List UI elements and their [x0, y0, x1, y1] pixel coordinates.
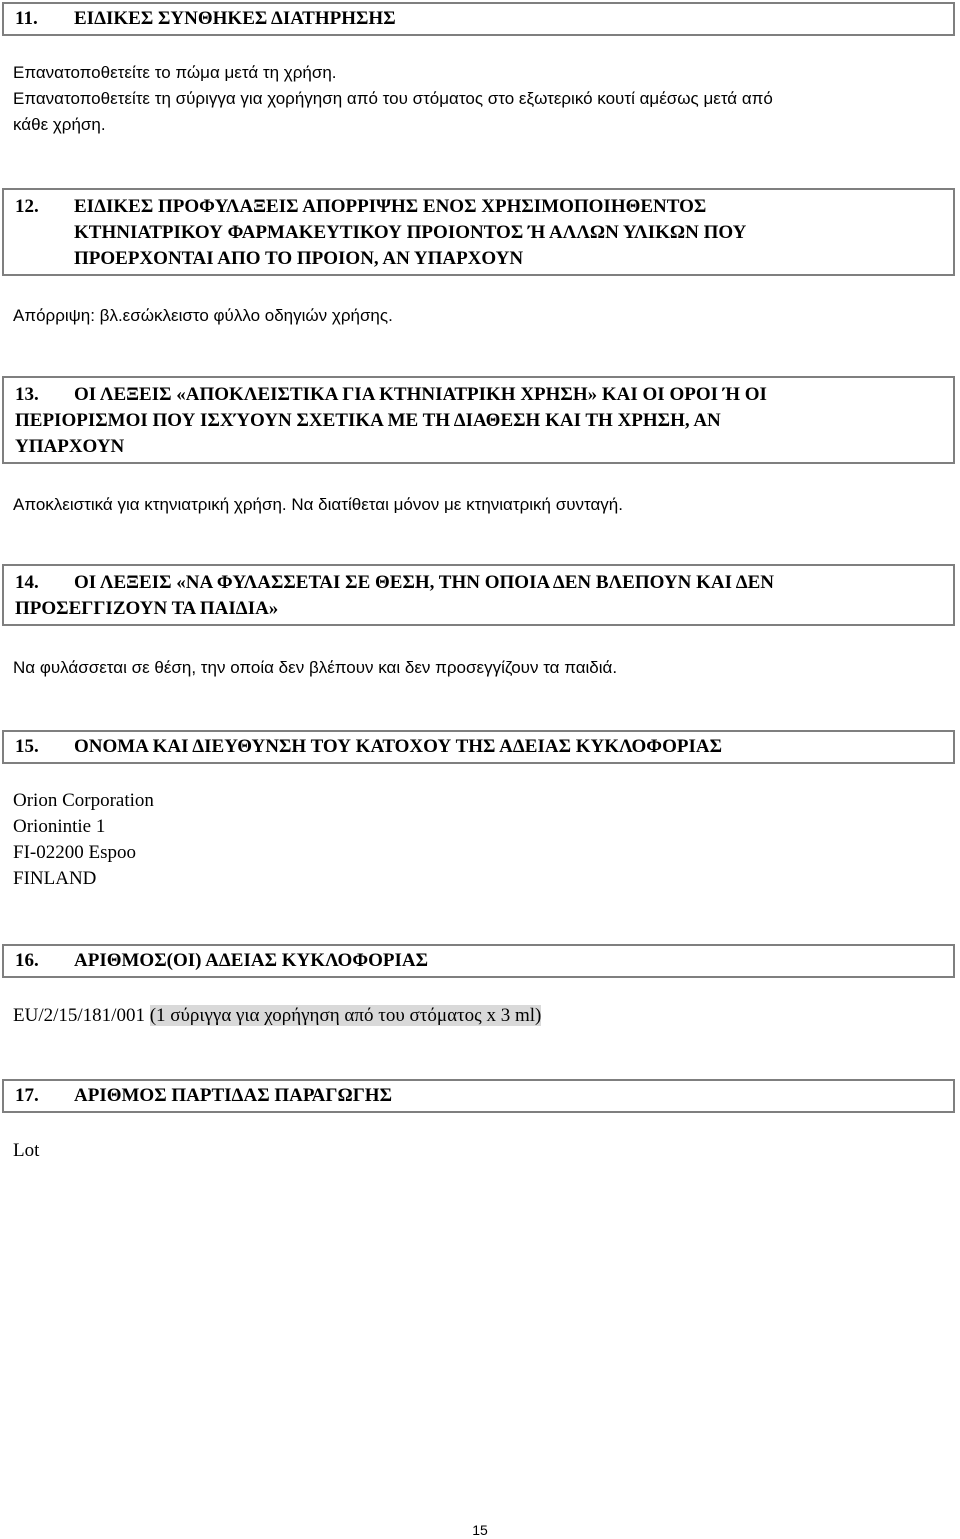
- section-14-text: Να φυλάσσεται σε θέση, την οποία δεν βλέπουν και δεν προσεγγίζουν τα παιδιά.: [13, 658, 618, 677]
- section-number: 12.: [15, 196, 39, 217]
- title-line: ΠΡΟΕΡΧΟΝΤΑΙ ΑΠΟ ΤΟ ΠΡΟΙΟΝ, ΑΝ ΥΠΑΡΧΟΥΝ: [74, 248, 524, 269]
- section-12-text: Απόρριψη: βλ.εσώκλειστο φύλλο οδηγιών χρήσης.: [13, 306, 393, 325]
- title-line: ΟΙ ΛΕΞΕΙΣ «ΑΠΟΚΛΕΙΣΤΙΚΑ ΓΙΑ ΚΤΗΝΙΑΤΡΙΚΗ ΧΡΗΣΗ» ΚΑΙ ΟΙ ΟΡΟΙ Ή ΟΙ: [74, 384, 767, 405]
- section-15-header: [2, 730, 955, 764]
- section-17-header: [2, 1079, 955, 1113]
- section-16-header: [2, 944, 955, 978]
- page-number: 15: [472, 1522, 488, 1538]
- section-title: [15, 570, 943, 622]
- title-line: ΕΙΔΙΚΕΣ ΠΡΟΦΥΛΑΞΕΙΣ ΑΠΟΡΡΙΨΗΣ ΕΝΟΣ ΧΡΗΣΙΜΟΠΟΙΗΘΕΝΤΟΣ: [74, 196, 707, 217]
- pack-description: (1 σύριγγα για χορήγηση από του στόματος x 3 ml): [149, 1005, 542, 1026]
- section-title: ΕΙΔΙΚΕΣ ΣΥΝΘΗΚΕΣ ΔΙΑΤΗΡΗΣΗΣ: [74, 8, 396, 29]
- text-line: Επανατοποθετείτε το πώμα μετά τη χρήση.: [13, 63, 337, 82]
- section-title: ΑΡΙΘΜΟΣ(ΟΙ) ΑΔΕΙΑΣ ΚΥΚΛΟΦΟΡΙΑΣ: [74, 950, 429, 971]
- section-11-text: [13, 60, 950, 138]
- section-number: 11.: [15, 8, 38, 29]
- section-13-text: Αποκλειστικά για κτηνιατρική χρήση. Να διατίθεται μόνον με κτηνιατρική συνταγή.: [13, 495, 623, 514]
- section-number: 17.: [15, 1085, 39, 1106]
- section-title: [15, 382, 943, 460]
- section-title: [74, 194, 943, 272]
- title-line: ΠΡΟΣΕΓΓΙΖΟΥΝ ΤΑ ΠΑΙΔΙΑ»: [15, 598, 279, 619]
- section-17-text: Lot: [13, 1140, 40, 1161]
- section-number: 14.: [15, 572, 39, 593]
- section-number: 13.: [15, 384, 39, 405]
- section-16-text: [13, 1003, 950, 1029]
- section-11-header: [2, 2, 955, 36]
- section-14-header: [2, 564, 955, 626]
- text-line: Επανατοποθετείτε τη σύριγγα για χορήγηση από του στόματος στο εξωτερικό κουτί αμέσως μετά από: [13, 89, 773, 108]
- title-line: ΥΠΑΡΧΟΥΝ: [15, 436, 125, 457]
- section-13-header: [2, 376, 955, 464]
- title-line: ΟΙ ΛΕΞΕΙΣ «ΝΑ ΦΥΛΑΣΣΕΤΑΙ ΣΕ ΘΕΣΗ, ΤΗΝ ΟΠΟΙΑ ΔΕΝ ΒΛΕΠΟΥΝ ΚΑΙ ΔΕΝ: [74, 572, 775, 593]
- holder-city: FI-02200 Espoo: [13, 842, 136, 863]
- text-line: κάθε χρήση.: [13, 115, 106, 134]
- section-title: ΑΡΙΘΜΟΣ ΠΑΡΤΙΔΑΣ ΠΑΡΑΓΩΓΗΣ: [74, 1085, 392, 1106]
- holder-country: FINLAND: [13, 868, 97, 889]
- section-title: ΟΝΟΜΑ ΚΑΙ ΔΙΕΥΘΥΝΣΗ ΤΟΥ ΚΑΤΟΧΟΥ ΤΗΣ ΑΔΕΙΑΣ ΚΥΚΛΟΦΟΡΙΑΣ: [74, 736, 722, 757]
- section-15-address: [13, 788, 950, 892]
- title-line: ΠΕΡΙΟΡΙΣΜΟΙ ΠΟΥ ΙΣΧΎΟΥΝ ΣΧΕΤΙΚΑ ΜΕ ΤΗ ΔΙΑΘΕΣΗ ΚΑΙ ΤΗ ΧΡΗΣΗ, ΑΝ: [15, 410, 721, 431]
- title-line: ΚΤΗΝΙΑΤΡΙΚΟΥ ΦΑΡΜΑΚΕΥΤΙΚΟΥ ΠΡΟΙΟΝΤΟΣ Ή ΑΛΛΩΝ ΥΛΙΚΩΝ ΠΟΥ: [74, 222, 747, 243]
- ma-number: EU/2/15/181/001: [13, 1005, 145, 1026]
- section-12-header: [2, 188, 955, 276]
- holder-name: Orion Corporation: [13, 790, 154, 811]
- holder-street: Orionintie 1: [13, 816, 106, 837]
- section-number: 15.: [15, 736, 39, 757]
- section-number: 16.: [15, 950, 39, 971]
